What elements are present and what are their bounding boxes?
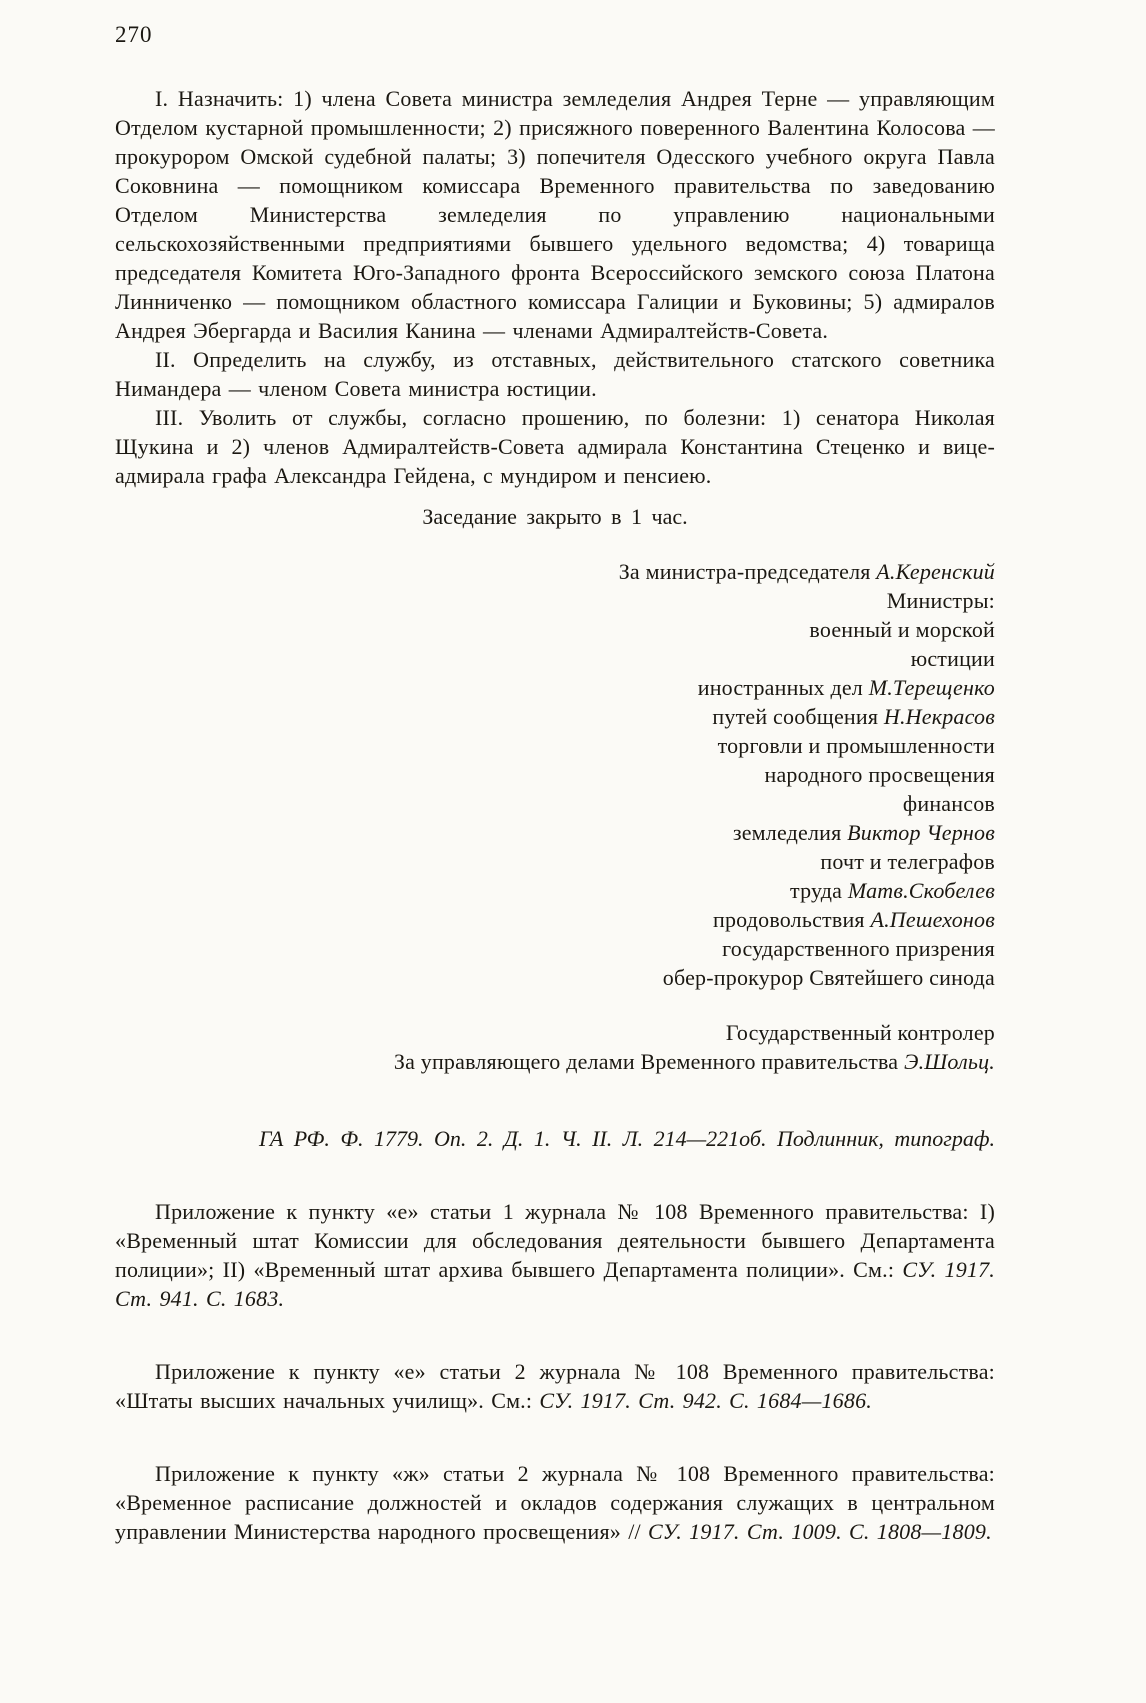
signature-line-ober-prosecutor	[115, 963, 995, 992]
signature-line-premier	[115, 557, 995, 586]
signature-text: Государственный контролер	[725, 1020, 995, 1045]
signature-name: Н.Некрасов	[883, 704, 995, 729]
signature-text: обер-прокурор Святейшего синода	[662, 965, 995, 990]
source-citation: СУ. 1917. Ст. 941. С. 1683.	[115, 1257, 995, 1311]
signature-text: труда	[789, 878, 848, 903]
source-citation: СУ. 1917. Ст. 1009. С. 1808—1809.	[648, 1519, 992, 1544]
signature-line-war-navy	[115, 615, 995, 644]
session-closed-line: Заседание закрыто в 1 час.	[422, 504, 688, 529]
signature-name: А.Пешехонов	[870, 907, 995, 932]
signature-text: путей сообщения	[712, 704, 884, 729]
appendix-note-3	[115, 1459, 995, 1546]
signature-text: юстиции	[910, 646, 995, 671]
signature-line-communications	[115, 702, 995, 731]
appendix-text: Приложение к пункту «е» статьи 2 журнала № 108 Временного правительства: «Штаты высших начальных училищ». См.:	[115, 1359, 995, 1413]
signature-text: финансов	[902, 791, 995, 816]
signature-text: продовольствия	[712, 907, 871, 932]
signature-line-state-welfare	[115, 934, 995, 963]
paragraph-appointments: I. Назначить: 1) члена Совета министра земледелия Андрея Терне — управляющим Отделом кустарной промышленности; 2) присяжного поверенного Валентина Колосова — прокурором Омской судебной палаты; 3) попечителя Одесского учебного округа Павла Соковнина — помощником комиссара Временного правительства по заведованию Отделом Министерства земледелия по управлению национальными сельскохозяйственными предприятиями бывшего удельного ведомства; 4) товарища председателя Комитета Юго-Западного фронта Всероссийского земского союза Платона Линниченко — помощником областного комиссара Галиции и Буковины; 5) адмиралов Андрея Эбергарда и Василия Канина — членами Адмиралтейств-Совета.	[115, 86, 995, 343]
appendix-note-2	[115, 1357, 995, 1415]
signature-text: Министры:	[886, 588, 995, 613]
signature-text: государственного призрения	[722, 936, 995, 961]
signature-line-posts-telegraphs	[115, 847, 995, 876]
appendix-text: Приложение к пункту «е» статьи 1 журнала № 108 Временного правительства: I) «Временный штат Комиссии для обследования деятельности бывшего Департамента полиции»; II) «Временный штат архива бывшего Департамента полиции». См.:	[115, 1199, 995, 1282]
signature-name: М.Терещенко	[868, 675, 995, 700]
signature-text: земледелия	[732, 820, 848, 845]
signature-text: иностранных дел	[697, 675, 869, 700]
source-citation: СУ. 1917. Ст. 942. С. 1684—1686.	[539, 1388, 872, 1413]
signature-text: военный и морской	[809, 617, 995, 642]
paragraph-dismissals: III. Уволить от службы, согласно прошению, по болезни: 1) сенатора Николая Щукина и 2) членов Адмиралтейств-Совета адмирала Константина Стеценко и вице-адмирала графа Александра Гейдена, с мундиром и пенсиею.	[115, 405, 995, 488]
signature-line-ministers-heading	[115, 586, 995, 615]
signature-line-affairs-manager	[115, 1047, 995, 1076]
signature-block	[115, 557, 995, 1076]
signature-text: народного просвещения	[764, 762, 995, 787]
signature-line-agriculture	[115, 818, 995, 847]
signature-line-justice	[115, 644, 995, 673]
signature-line-state-controller	[115, 1018, 995, 1047]
signature-line-labour	[115, 876, 995, 905]
signature-gap	[115, 992, 995, 1018]
signature-name: Э.Шольц.	[903, 1049, 995, 1074]
appendix-note-1	[115, 1197, 995, 1313]
signature-name: А.Керенский	[876, 559, 995, 584]
archive-citation: ГА РФ. Ф. 1779. Оп. 2. Д. 1. Ч. II. Л. 214—221об. Подлинник, типограф.	[259, 1126, 995, 1151]
signature-text: почт и телеграфов	[820, 849, 995, 874]
signature-line-education	[115, 760, 995, 789]
page-number: 270	[115, 22, 153, 47]
signature-text: За министра-председателя	[618, 559, 877, 584]
signature-text: торговли и промышленности	[717, 733, 995, 758]
decree-body	[115, 84, 995, 490]
signature-line-finance	[115, 789, 995, 818]
signature-text: За управляющего делами Временного правительства	[393, 1049, 904, 1074]
signature-name: Виктор Чернов	[847, 820, 995, 845]
signature-line-foreign-affairs	[115, 673, 995, 702]
signature-name: Матв.Скобелев	[847, 878, 995, 903]
signature-line-trade-industry	[115, 731, 995, 760]
appendix-notes	[115, 1197, 995, 1546]
signature-line-food	[115, 905, 995, 934]
appendix-text: Приложение к пункту «ж» статьи 2 журнала № 108 Временного правительства: «Временное расписание должностей и окладов содержания служащих в центральном управлении Министерства народного просвещения» //	[115, 1461, 995, 1544]
paragraph-service-entry: II. Определить на службу, из отставных, действительного статского советника Нимандера — членом Совета министра юстиции.	[115, 347, 995, 401]
